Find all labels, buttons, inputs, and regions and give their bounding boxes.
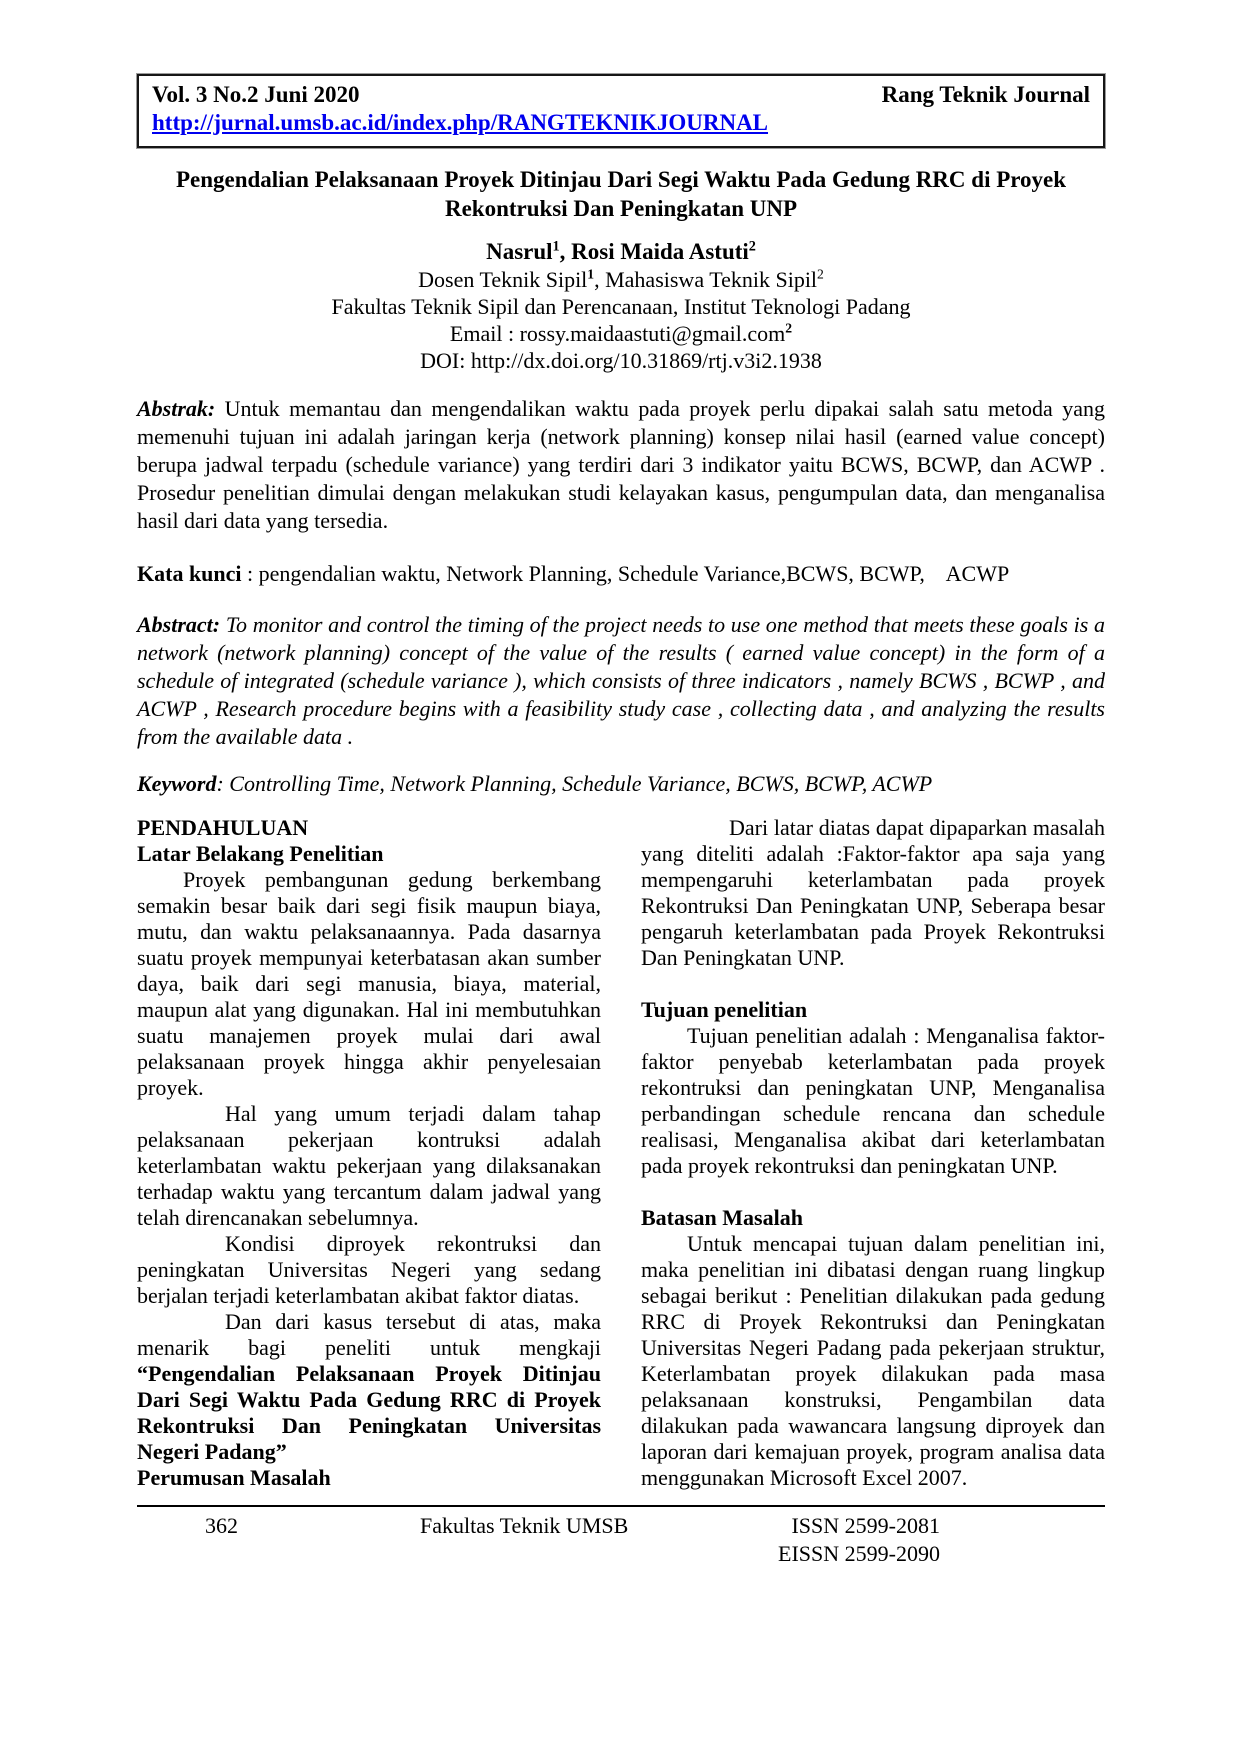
left-paragraph-2: Hal yang umum terjadi dalam tahap pelaksanaan pekerjaan kontruksi adalah keterlambatan waktu pekerjaan yang dilaksanakan terhadap waktu yang tercantum dalam jadwal yang telah direncanakan sebelumnya. bbox=[137, 1101, 601, 1230]
footer-issn: ISSN 2599-2081 bbox=[791, 1513, 940, 1538]
doi-line: DOI: http://dx.doi.org/10.31869/rtj.v3i2.1938 bbox=[420, 348, 822, 373]
affiliation-roles bbox=[137, 266, 1105, 293]
abstract-id-text-run: Untuk memantau dan mengendalikan waktu pada proyek perlu dipakai salah satu metoda yang memenuhi tujuan ini adalah jaringan kerja (network planning) konsep nilai hasil (earned value concept) berupa jadwal terpadu (schedule variance) yang terdiri dari 3 indikator yaitu BCWS, BCWP, dan ACWP . Prosedur penelitian dimulai dengan melakukan studi kelayakan kasus, pengumpulan data, dan menganalisa hasil dari data yang tersedia. bbox=[137, 396, 1105, 533]
affiliation-superscript-2: 2 bbox=[817, 266, 824, 282]
section-heading-tujuan-penelitian: Tujuan penelitian bbox=[641, 997, 808, 1022]
journal-header-box bbox=[137, 74, 1105, 148]
page-content bbox=[137, 74, 1105, 1575]
affiliation-role-1: Dosen Teknik Sipil bbox=[418, 267, 588, 292]
left-column bbox=[137, 815, 601, 1491]
keywords-id-line bbox=[137, 560, 1105, 588]
author-name-2: , Rosi Maida Astuti bbox=[559, 239, 749, 264]
abstract-id-text bbox=[137, 396, 1105, 533]
section-heading-latar-belakang: Latar Belakang Penelitian bbox=[137, 841, 384, 866]
affiliation-institution: Fakultas Teknik Sipil dan Perencanaan, Institut Teknologi Padang bbox=[331, 294, 911, 319]
abstract-en-text-run: To monitor and control the timing of the project needs to use one method that meets these goals is a network (network planning) concept of the value of the results ( earned value concept) in the form of a schedule of integrated (schedule variance ), which consists of three indicators , namely BCWS , BCWP , and ACWP , Research procedure begins with a feasibility study case , collecting data , and analyzing the results from the available data . bbox=[137, 612, 1105, 749]
email-superscript: 2 bbox=[785, 320, 793, 336]
affiliation-superscript-1: 1 bbox=[587, 266, 595, 282]
author-superscript-2: 2 bbox=[748, 238, 756, 255]
journal-header-row bbox=[152, 81, 1090, 109]
footer-eissn: EISSN 2599-2090 bbox=[778, 1541, 940, 1566]
keywords-en-text: : Controlling Time, Network Planning, Schedule Variance, BCWS, BCWP, ACWP bbox=[216, 771, 933, 796]
author-email: Email : rossy.maidaastuti@gmail.com bbox=[449, 321, 786, 346]
abstract-en-text bbox=[137, 612, 1105, 749]
section-heading-pendahuluan: PENDAHULUAN bbox=[137, 815, 309, 840]
left-paragraph-1: Proyek pembangunan gedung berkembang semakin besar baik dari segi fisik maupun biaya, mutu, dan waktu pelaksanaannya. Pada dasarnya suatu proyek mempunyai keterbatasan akan sumber daya, baik dari segi manusia, biaya, material, maupun alat yang digunakan. Hal ini membutuhkan suatu manajemen proyek mulai dari awal pelaksanaan proyek hingga akhir penyelesaian proyek. bbox=[137, 867, 601, 1100]
abstract-id-paragraph bbox=[137, 395, 1105, 535]
keywords-id-text: : pengendalian waktu, Network Planning, Schedule Variance,BCWS, BCWP, ACWP bbox=[241, 561, 1010, 586]
page-footer bbox=[137, 1505, 1105, 1575]
author-superscript-1: 1 bbox=[552, 238, 560, 255]
abstract-en-paragraph bbox=[137, 611, 1105, 751]
left-paragraph-4-text: Dan dari kasus tersebut di atas, maka menarik bagi peneliti untuk mengkaji bbox=[137, 1309, 601, 1360]
body-columns bbox=[137, 815, 1105, 1491]
section-heading-batasan-masalah: Batasan Masalah bbox=[641, 1205, 803, 1230]
right-paragraph-1: Dari latar diatas dapat dipaparkan masalah yang diteliti adalah :Faktor-faktor apa saja yang mempengaruhi keterlambatan pada proyek Rekontruksi Dan Peningkatan UNP, Seberapa besar pengaruh keterlambatan pada Proyek Rekontruksi Dan Peningkatan UNP. bbox=[641, 815, 1105, 970]
abstract-en-label: Abstract: bbox=[137, 612, 221, 637]
journal-name: Rang Teknik Journal bbox=[881, 82, 1090, 107]
author-email-line bbox=[137, 320, 1105, 347]
author-name-1: Nasrul bbox=[486, 239, 553, 264]
keywords-id-label: Kata kunci bbox=[137, 561, 242, 586]
keywords-en-label: Keyword bbox=[137, 771, 217, 796]
left-paragraph-4 bbox=[137, 1309, 601, 1465]
abstract-id-label: Abstrak: bbox=[137, 396, 216, 421]
right-column bbox=[641, 815, 1105, 1491]
footer-faculty: Fakultas Teknik UMSB bbox=[420, 1513, 629, 1538]
left-paragraph-4-quoted-title: “Pengendalian Pelaksanaan Proyek Ditinjau Dari Segi Waktu Pada Gedung RRC di Proyek Rekontruksi Dan Peningkatan Universitas Negeri Padang” bbox=[137, 1361, 601, 1464]
keywords-en-line bbox=[137, 770, 1105, 798]
right-paragraph-3: Untuk mencapai tujuan dalam penelitian ini, maka penelitian ini dibatasi dengan ruang lingkup sebagai berikut : Penelitian dilakukan pada gedung RRC di Proyek Rekontruksi dan Peningkatan Universitas Negeri Padang pada pekerjaan struktur, Keterlambatan proyek dilakukan pada masa pelaksanaan konstruksi, Pengambilan data dilakukan pada wawancara langsung diproyek dan laporan dari kemajuan proyek, program analisa data menggunakan Microsoft Excel 2007. bbox=[641, 1231, 1105, 1490]
journal-url-link[interactable]: http://jurnal.umsb.ac.id/index.php/RANGTEKNIKJOURNAL bbox=[152, 110, 769, 135]
section-heading-perumusan-masalah: Perumusan Masalah bbox=[137, 1465, 331, 1490]
footer-issn-block bbox=[778, 1512, 940, 1568]
left-paragraph-3: Kondisi diproyek rekontruksi dan peningkatan Universitas Negeri yang sedang berjalan terjadi keterlambatan akibat faktor diatas. bbox=[137, 1231, 601, 1308]
volume-issue: Vol. 3 No.2 Juni 2020 bbox=[152, 82, 360, 107]
right-paragraph-2: Tujuan penelitian adalah : Menganalisa faktor-faktor penyebab keterlambatan pada proyek rekontruksi dan peningkatan UNP, Menganalisa perbandingan schedule rencana dan schedule realisasi, Menganalisa akibat dari keterlambatan pada proyek rekontruksi dan peningkatan UNP. bbox=[641, 1023, 1105, 1178]
authors-line bbox=[137, 238, 1105, 266]
article-title: Pengendalian Pelaksanaan Proyek Ditinjau Dari Segi Waktu Pada Gedung RRC di Proyek Rekontruksi Dan Peningkatan UNP bbox=[175, 167, 1067, 221]
affiliation-role-2: , Mahasiswa Teknik Sipil bbox=[594, 267, 818, 292]
page-number: 362 bbox=[205, 1513, 238, 1538]
